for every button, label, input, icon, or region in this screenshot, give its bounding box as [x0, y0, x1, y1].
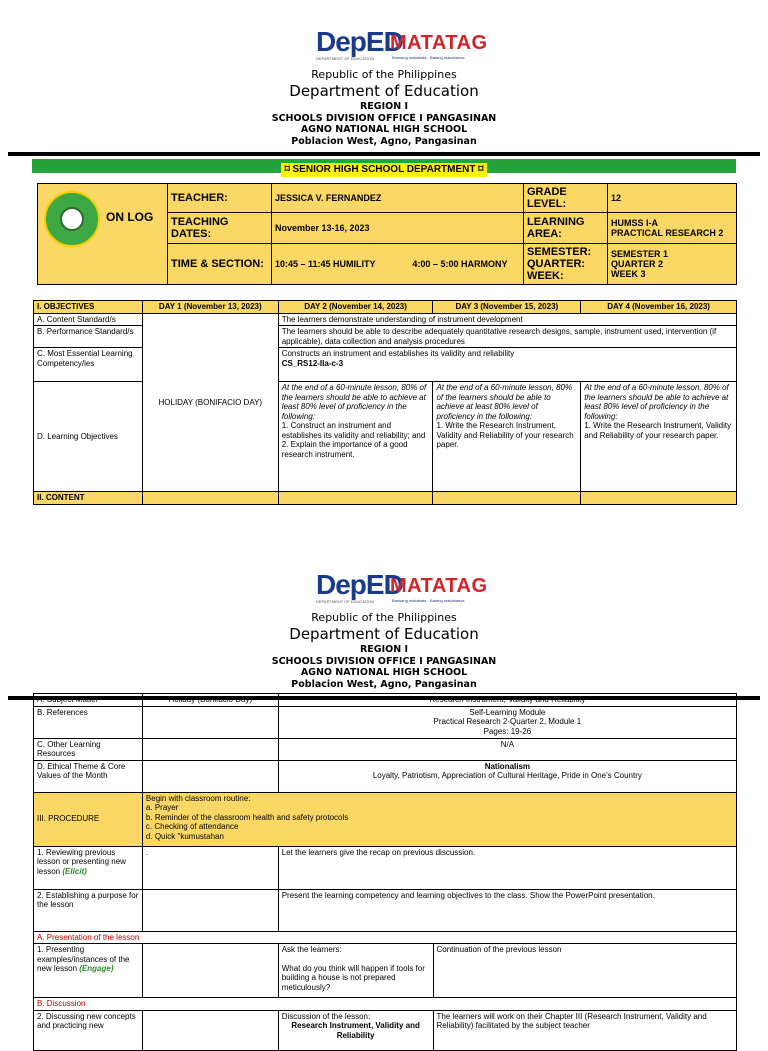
day3-heading: DAY 3 (November 15, 2023) — [433, 301, 581, 314]
teacher-info-table — [37, 183, 737, 285]
discussing-day1 — [142, 1010, 278, 1050]
routine-intro: Begin with classroom routine: — [145, 793, 251, 803]
reviewing-text-cell: Let the learners give the recap on previous discussion. — [278, 846, 736, 889]
content-day3 — [433, 492, 581, 505]
area-subject: PRACTICAL RESEARCH 2 — [611, 228, 724, 238]
objectives-table — [33, 300, 737, 505]
performance-standard-label: B. Performance Standard/s — [34, 326, 143, 348]
day4-objectives — [581, 382, 737, 492]
content-heading: II. CONTENT — [34, 492, 143, 505]
references-day1 — [142, 706, 278, 738]
day1-heading: DAY 1 (November 13, 2023) — [142, 301, 278, 314]
melc-code: CS_RS12-IIa-c-3 — [281, 358, 344, 368]
references-line-3: Pages: 19-26 — [483, 726, 532, 736]
procedure-table — [33, 693, 737, 1051]
elicit-tag: (Elicit) — [62, 866, 87, 876]
routine-prayer: a. Prayer — [145, 803, 179, 812]
content-day1 — [142, 492, 278, 505]
matatag-logo-text-2: MATATAG — [390, 575, 488, 597]
discussing-day2 — [278, 1010, 433, 1050]
semester: SEMESTER 1 — [611, 249, 669, 259]
day4-objectives-intro: At the end of a 60-minute lesson, 80% of the learners should be able to achieve at least 80% level of proficiency in the following: — [584, 383, 729, 421]
routine-kumustahan: d. Quick "kumustahan — [145, 831, 224, 841]
content-standard-text: The learners demonstrate understanding of instrument development — [278, 313, 736, 326]
melc-text: Constructs an instrument and establishes its validity and reliability — [281, 349, 515, 358]
letterhead-1 — [0, 26, 768, 147]
content-standard-label: A. Content Standard/s — [34, 313, 143, 326]
examples-ask: Ask the learners: — [281, 945, 342, 954]
routine-reminder: b. Reminder of the classroom health and safety protocols — [145, 812, 349, 822]
on-log-label: ON LOG — [106, 210, 154, 224]
day4-objective-1: 1. Write the Research Instrument, Validity and Reliability of your research paper. — [584, 421, 732, 440]
deped-matatag-logo — [0, 26, 768, 66]
examples-day2 — [278, 944, 433, 998]
references-label: B. References — [34, 706, 143, 738]
discussing-topic: Research Instrument, Validity and Reliability — [291, 1021, 420, 1040]
division-line-2: SCHOOLS DIVISION OFFICE I PANGASINAN — [271, 655, 497, 667]
melc-cell — [278, 348, 736, 382]
department-bar-label: ⌑ SENIOR HIGH SCHOOL DEPARTMENT ⌑ — [281, 163, 488, 177]
examples-label — [34, 944, 143, 998]
learning-objectives-label: D. Learning Objectives — [34, 382, 143, 492]
logo-subtext-2: DEPARTMENT OF EDUCATION — [316, 599, 375, 604]
content-day4 — [581, 492, 737, 505]
time-slot-2: 4:00 – 5:00 HARMONY — [412, 259, 508, 269]
department-bar — [32, 159, 736, 173]
teacher-value: JESSICA V. FERNANDEZ — [272, 184, 524, 213]
logo-tagline: Bansang makabata · Batang makabansa — [392, 55, 465, 60]
week: WEEK 3 — [611, 269, 646, 279]
ethical-theme-values: Loyalty, Patriotism, Appreciation of Cultural Heritage, Pride in One's Country — [372, 771, 642, 780]
area-value — [608, 213, 737, 244]
day2-objectives — [278, 382, 433, 492]
purpose-day1 — [142, 889, 278, 931]
holiday-cell: HOLIDAY (BONIFACIO DAY) — [142, 313, 278, 492]
day2-objectives-intro: At the end of a 60-minute lesson, 80% of the learners should be able to achieve at least 80% level of proficiency in the following: — [281, 383, 427, 421]
quarter: QUARTER 2 — [611, 259, 664, 269]
logo-tagline-2: Bansang makabata · Batang makabansa — [392, 598, 465, 603]
letterhead-2 — [0, 569, 768, 690]
melc-label: C. Most Essential Learning Competency/ies — [34, 348, 143, 382]
deped-matatag-logo-2 — [0, 569, 768, 609]
content-day2 — [278, 492, 433, 505]
discussing-intro: Discussion of the lesson: — [281, 1011, 371, 1021]
discussing-label: 2. Discussing new concepts and practicing new — [34, 1010, 143, 1050]
school-seal-cell — [38, 184, 168, 285]
grade-label: GRADE LEVEL: — [524, 184, 608, 213]
address-line-2: Poblacion West, Agno, Pangasinan — [291, 678, 477, 690]
grade-value: 12 — [608, 184, 737, 213]
teacher-label: TEACHER: — [168, 184, 272, 213]
discussion-subheading: B. Discussion — [34, 998, 737, 1011]
matatag-logo-text: MATATAG — [390, 32, 488, 54]
procedure-heading: III. PROCEDURE — [34, 792, 143, 846]
semester-label: SEMESTER: QUARTER: WEEK: — [524, 244, 608, 285]
other-resources-day1 — [142, 738, 278, 760]
examples-day1 — [142, 944, 278, 998]
purpose-text: Present the learning competency and learning objectives to the class. Show the PowerPoint presentation. — [278, 889, 736, 931]
dates-value: November 13-16, 2023 — [272, 213, 524, 244]
day3-objective-1: 1. Write the Research Instrument, Validity and Reliability of your research paper. — [436, 421, 574, 449]
references-line-1: Self-Learning Module — [469, 707, 546, 717]
objectives-heading: I. OBJECTIVES — [34, 301, 143, 314]
school-line-2: AGNO NATIONAL HIGH SCHOOL — [300, 667, 468, 678]
deped-logo-text-2: DepED — [316, 569, 403, 600]
header-rule-2 — [8, 696, 760, 700]
time-value — [272, 244, 524, 285]
examples-day34: Continuation of the previous lesson — [433, 944, 737, 998]
area-label: LEARNING AREA: — [524, 213, 608, 244]
dates-label: TEACHING DATES: — [168, 213, 272, 244]
day4-heading: DAY 4 (November 16, 2023) — [581, 301, 737, 314]
department-title-2: Department of Education — [289, 625, 479, 643]
day3-objectives-intro: At the end of a 60-minute lesson, 80% of the learners should be able to achieve at least 80% level of proficiency in the following: — [436, 383, 573, 421]
ethical-theme-label: D. Ethical Theme & Core Values of the Month — [34, 760, 143, 792]
routine-attendance: c. Checking of attendance — [145, 822, 239, 831]
ethical-theme-title: Nationalism — [484, 761, 531, 771]
logo-subtext: DEPARTMENT OF EDUCATION — [316, 56, 375, 61]
other-resources-label: C. Other Learning Resources — [34, 738, 143, 760]
performance-standard-text: The learners should be able to describe adequately quantitative research designs, sample, instrument used, intervention (if applicable), data collection and analysis procedures — [278, 326, 736, 348]
school-seal-icon — [44, 191, 100, 247]
ethical-theme-day1 — [142, 760, 278, 792]
references-line-2: Practical Research 2-Quarter 2, Module 1 — [433, 717, 582, 726]
day2-heading: DAY 2 (November 14, 2023) — [278, 301, 433, 314]
reviewing-text: 1. Reviewing previous lesson or presenting new lesson — [37, 847, 126, 876]
time-slot-1: 10:45 – 11:45 HUMILITY — [275, 259, 376, 269]
school-line: AGNO NATIONAL HIGH SCHOOL — [300, 124, 468, 135]
department-title: Department of Education — [289, 82, 479, 100]
examples-question: What do you think will happen if tools for building a house is not prepared meticulously? — [281, 963, 425, 992]
reviewing-day1: . — [142, 846, 278, 889]
references-cell — [278, 706, 736, 738]
deped-logo-text: DepED — [316, 26, 403, 57]
semester-value — [608, 244, 737, 285]
purpose-label: 2. Establishing a purpose for the lesson — [34, 889, 143, 931]
time-label: TIME & SECTION: — [168, 244, 272, 285]
day2-objective-2: 2. Explain the importance of a good research instrument. — [281, 440, 408, 459]
division-line: SCHOOLS DIVISION OFFICE I PANGASINAN — [271, 112, 497, 124]
republic-line-2: Republic of the Philippines — [311, 611, 457, 624]
area-section: HUMSS I-A — [611, 218, 658, 228]
region-line: REGION I — [359, 101, 408, 112]
examples-text: 1. Presenting examples/instances of the new lesson — [37, 945, 130, 973]
header-rule-1 — [8, 152, 760, 156]
ethical-theme-cell — [278, 760, 736, 792]
reviewing-label — [34, 846, 143, 889]
presentation-subheading: A. Presentation of the lesson — [34, 931, 737, 944]
engage-tag: (Engage) — [79, 964, 114, 973]
republic-line: Republic of the Philippines — [311, 68, 457, 81]
day2-objective-1: 1. Construct an instrument and establishes its validity and reliability; and — [281, 421, 426, 440]
day3-objectives — [433, 382, 581, 492]
discussing-day34: The learners will work on their Chapter III (Research Instrument, Validity and Reliability) facilitated by the subject teacher — [433, 1010, 737, 1050]
routine-cell — [142, 792, 736, 846]
other-resources-text: N/A — [278, 738, 736, 760]
region-line-2: REGION I — [359, 644, 408, 655]
address-line: Poblacion West, Agno, Pangasinan — [291, 135, 477, 147]
